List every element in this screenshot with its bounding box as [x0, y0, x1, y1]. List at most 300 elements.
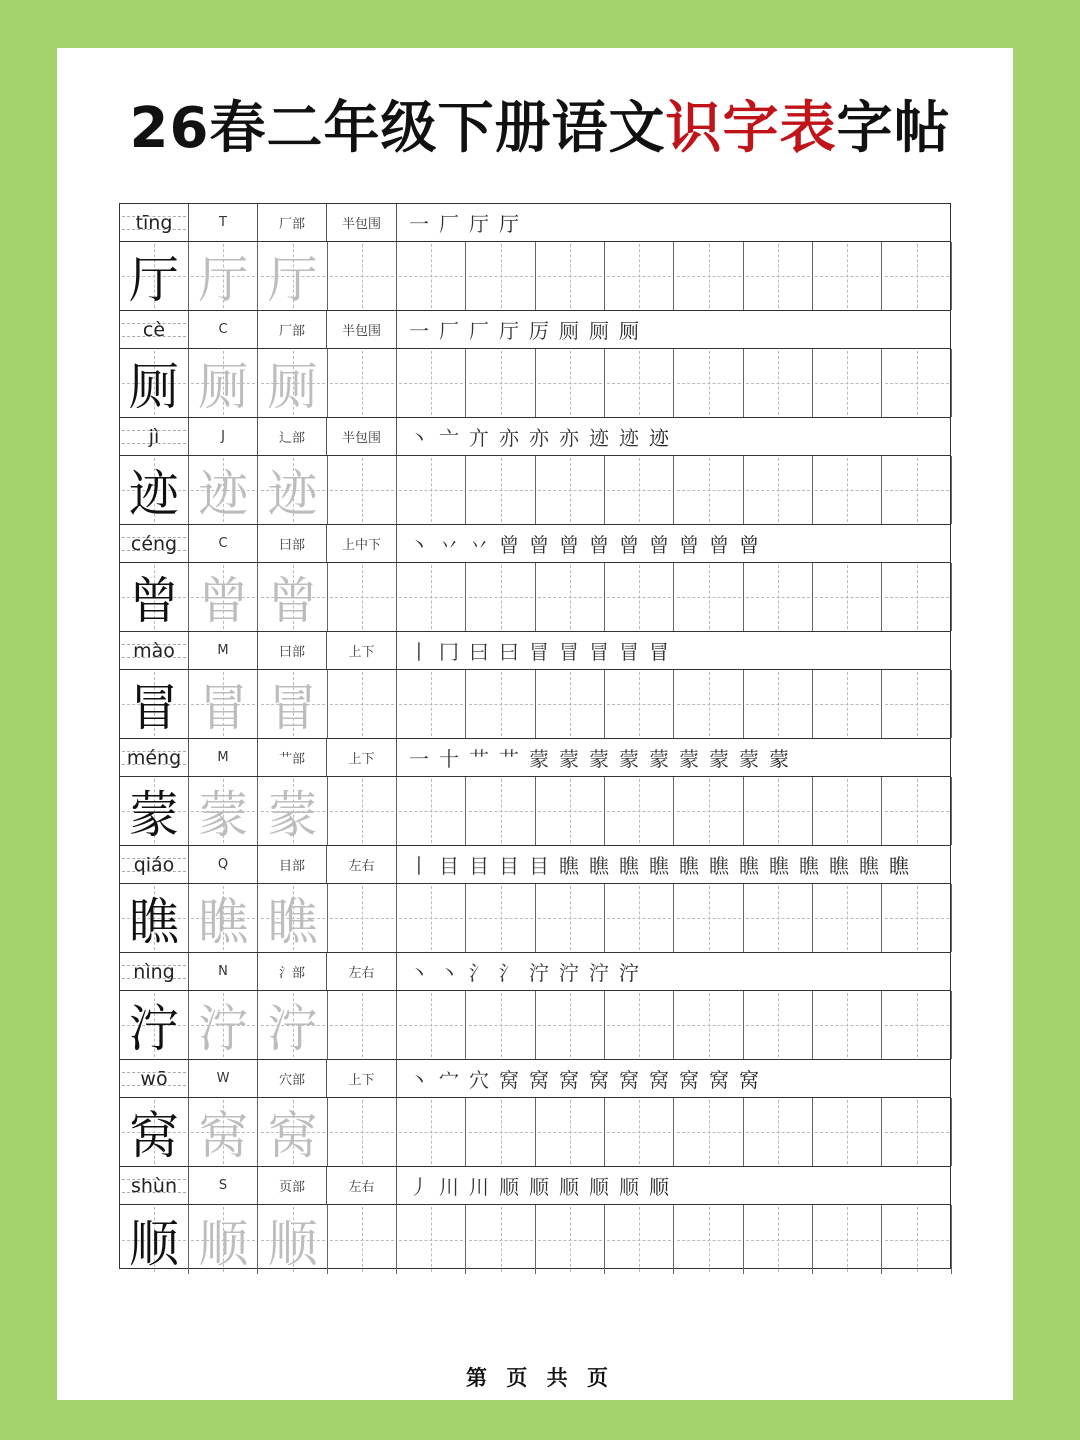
practice-box[interactable]: [189, 349, 258, 417]
stroke-step: 一: [409, 747, 429, 771]
stroke-step: 瞧: [829, 854, 849, 878]
pinyin-text: cè: [142, 318, 166, 341]
pinyin-text: nìng: [133, 960, 175, 983]
initial-letter: W: [189, 1060, 258, 1097]
stroke-order: [397, 953, 952, 990]
practice-box[interactable]: [675, 777, 744, 845]
practice-box[interactable]: [675, 991, 744, 1059]
info-row: [120, 204, 950, 242]
practice-box[interactable]: [605, 242, 674, 310]
initial-letter: T: [189, 204, 258, 241]
practice-box[interactable]: [605, 349, 674, 417]
radical: 艹部: [258, 739, 327, 776]
stroke-step: 顺: [589, 1175, 609, 1199]
practice-box[interactable]: [120, 563, 189, 631]
practice-box[interactable]: [120, 242, 189, 310]
stroke-step: 氵: [499, 961, 519, 985]
stroke-step: 亦: [559, 426, 579, 450]
structure: 左右: [327, 953, 397, 990]
practice-box[interactable]: [467, 991, 536, 1059]
stroke-step: 窝: [529, 1068, 549, 1092]
radical: 曰部: [258, 525, 327, 562]
practice-box[interactable]: [259, 991, 328, 1059]
stroke-step: 目: [469, 854, 489, 878]
practice-box[interactable]: [189, 1098, 258, 1166]
stroke-step: 丶: [409, 961, 429, 985]
practice-box[interactable]: [536, 1205, 605, 1274]
practice-box[interactable]: [259, 1205, 328, 1274]
practice-box[interactable]: [328, 563, 397, 631]
pinyin-cell: [120, 846, 189, 883]
practice-box[interactable]: [605, 777, 674, 845]
pinyin-cell: [120, 739, 189, 776]
stroke-order: [397, 525, 952, 562]
stroke-step: 目: [529, 854, 549, 878]
pinyin-cell: [120, 1167, 189, 1204]
practice-grid: [119, 203, 951, 1273]
writing-row: [120, 1098, 950, 1167]
practice-box[interactable]: [328, 242, 397, 310]
practice-box[interactable]: [813, 563, 882, 631]
stroke-step: 厅: [469, 212, 489, 236]
practice-box[interactable]: [813, 670, 882, 738]
page-footer: 第 页 共 页: [466, 1366, 614, 1390]
stroke-step: 宀: [439, 1068, 459, 1092]
pinyin-text: mào: [133, 639, 175, 662]
stroke-step: 蒙: [709, 747, 729, 771]
stroke-step: 顺: [529, 1175, 549, 1199]
stroke-step: 厂: [439, 319, 459, 343]
practice-box[interactable]: [675, 1205, 744, 1274]
practice-box[interactable]: [397, 884, 466, 952]
practice-box[interactable]: [189, 1205, 258, 1274]
practice-box[interactable]: [467, 563, 536, 631]
practice-box[interactable]: [605, 563, 674, 631]
stroke-step: 瞧: [889, 854, 909, 878]
stroke-step: 蒙: [559, 747, 579, 771]
stroke-step: 蒙: [679, 747, 699, 771]
trace-character: 泞: [267, 1000, 318, 1058]
practice-box[interactable]: [883, 456, 952, 524]
practice-box[interactable]: [883, 884, 952, 952]
stroke-step: 艹: [499, 747, 519, 771]
radical: 氵部: [258, 953, 327, 990]
practice-box[interactable]: [120, 670, 189, 738]
trace-character: 厅: [267, 251, 318, 309]
stroke-step: 亠: [439, 426, 459, 450]
stroke-step: 丶: [409, 533, 429, 557]
stroke-step: 一: [409, 212, 429, 236]
stroke-step: 丨: [409, 640, 429, 664]
stroke-step: 泞: [619, 961, 639, 985]
practice-box[interactable]: [744, 1205, 813, 1274]
stroke-step: 艹: [469, 747, 489, 771]
practice-box[interactable]: [744, 670, 813, 738]
practice-box[interactable]: [120, 456, 189, 524]
pinyin-text: wō: [140, 1067, 168, 1090]
trace-character: 厅: [198, 251, 249, 309]
stroke-step: 曾: [589, 533, 609, 557]
info-row: [120, 525, 950, 563]
stroke-step: 迹: [649, 426, 669, 450]
stroke-order: [397, 846, 952, 883]
stroke-step: 瞧: [859, 854, 879, 878]
trace-character: 泞: [198, 1000, 249, 1058]
stroke-step: 氵: [469, 961, 489, 985]
stroke-step: 泞: [589, 961, 609, 985]
practice-box[interactable]: [883, 777, 952, 845]
writing-row: [120, 777, 950, 846]
practice-box[interactable]: [259, 563, 328, 631]
structure: 上下: [327, 739, 397, 776]
pinyin-text: jì: [148, 425, 160, 448]
practice-box[interactable]: [328, 1098, 397, 1166]
initial-letter: C: [189, 311, 258, 348]
practice-box[interactable]: [883, 563, 952, 631]
stroke-step: 曾: [499, 533, 519, 557]
stroke-step: 厕: [589, 319, 609, 343]
stroke-step: 窝: [589, 1068, 609, 1092]
stroke-order: [397, 1167, 952, 1204]
stroke-step: 瞧: [739, 854, 759, 878]
stroke-step: 目: [499, 854, 519, 878]
practice-box[interactable]: [744, 1098, 813, 1166]
practice-box[interactable]: [813, 777, 882, 845]
page-title: [0, 84, 1080, 164]
practice-box[interactable]: [536, 884, 605, 952]
stroke-step: 曾: [679, 533, 699, 557]
title-prefix: 26春二年级下册语文: [129, 96, 666, 161]
trace-character: 厕: [198, 358, 249, 416]
structure: 左右: [327, 846, 397, 883]
practice-box[interactable]: [675, 349, 744, 417]
info-row: [120, 953, 950, 991]
model-character: 蒙: [129, 786, 179, 844]
practice-box[interactable]: [120, 349, 189, 417]
writing-row: [120, 991, 950, 1060]
stroke-step: 窝: [559, 1068, 579, 1092]
stroke-step: 穴: [469, 1068, 489, 1092]
stroke-step: 丿: [409, 1175, 429, 1199]
stroke-step: 目: [439, 854, 459, 878]
practice-box[interactable]: [467, 456, 536, 524]
writing-row: [120, 242, 950, 311]
practice-box[interactable]: [397, 456, 466, 524]
trace-character: 冒: [267, 679, 318, 737]
practice-box[interactable]: [189, 563, 258, 631]
practice-box[interactable]: [605, 670, 674, 738]
practice-box[interactable]: [120, 1098, 189, 1166]
stroke-step: 瞧: [559, 854, 579, 878]
stroke-step: 曾: [649, 533, 669, 557]
practice-box[interactable]: [259, 670, 328, 738]
practice-box[interactable]: [467, 349, 536, 417]
model-character: 厕: [129, 358, 179, 416]
practice-box[interactable]: [397, 777, 466, 845]
stroke-step: 泞: [559, 961, 579, 985]
initial-letter: C: [189, 525, 258, 562]
initial-letter: Q: [189, 846, 258, 883]
practice-box[interactable]: [536, 242, 605, 310]
practice-box[interactable]: [675, 456, 744, 524]
stroke-step: 丶: [409, 426, 429, 450]
practice-box[interactable]: [397, 1205, 466, 1274]
pinyin-cell: [120, 525, 189, 562]
stroke-step: 蒙: [529, 747, 549, 771]
practice-box[interactable]: [467, 670, 536, 738]
model-character: 顺: [129, 1214, 179, 1273]
radical: 厂部: [258, 204, 327, 241]
info-row: [120, 1060, 950, 1098]
stroke-step: 亣: [469, 426, 489, 450]
structure: 上下: [327, 1060, 397, 1097]
practice-box[interactable]: [328, 456, 397, 524]
practice-box[interactable]: [120, 884, 189, 952]
trace-character: 顺: [198, 1214, 249, 1273]
trace-character: 蒙: [267, 786, 318, 844]
model-character: 泞: [129, 1000, 179, 1058]
practice-box[interactable]: [189, 456, 258, 524]
practice-box[interactable]: [328, 349, 397, 417]
stroke-step: 丶: [439, 961, 459, 985]
initial-letter: J: [189, 418, 258, 455]
stroke-step: 冒: [529, 640, 549, 664]
stroke-step: 亦: [499, 426, 519, 450]
pinyin-cell: [120, 311, 189, 348]
practice-box[interactable]: [883, 991, 952, 1059]
stroke-order: [397, 204, 952, 241]
practice-box[interactable]: [259, 456, 328, 524]
model-character: 迹: [129, 465, 179, 523]
stroke-step: 曰: [469, 640, 489, 664]
stroke-step: 顺: [649, 1175, 669, 1199]
radical: 辶部: [258, 418, 327, 455]
practice-box[interactable]: [744, 456, 813, 524]
practice-box[interactable]: [675, 1098, 744, 1166]
structure: 半包围: [327, 311, 397, 348]
stroke-order: [397, 632, 952, 669]
pinyin-text: céng: [130, 532, 178, 555]
practice-box[interactable]: [189, 777, 258, 845]
stroke-step: 曾: [619, 533, 639, 557]
model-character: 瞧: [129, 893, 179, 951]
practice-box[interactable]: [189, 242, 258, 310]
stroke-step: 瞧: [619, 854, 639, 878]
stroke-step: 瞧: [679, 854, 699, 878]
practice-box[interactable]: [120, 1205, 189, 1274]
stroke-step: 丷: [469, 533, 489, 557]
practice-box[interactable]: [744, 242, 813, 310]
practice-box[interactable]: [397, 1098, 466, 1166]
practice-box[interactable]: [744, 777, 813, 845]
pinyin-cell: [120, 204, 189, 241]
initial-letter: M: [189, 739, 258, 776]
stroke-step: 曰: [499, 640, 519, 664]
practice-box[interactable]: [536, 563, 605, 631]
stroke-step: 厅: [499, 212, 519, 236]
practice-box[interactable]: [675, 884, 744, 952]
practice-box[interactable]: [397, 670, 466, 738]
practice-box[interactable]: [744, 349, 813, 417]
stroke-step: 曾: [709, 533, 729, 557]
practice-box[interactable]: [675, 670, 744, 738]
structure: 上中下: [327, 525, 397, 562]
practice-box[interactable]: [328, 991, 397, 1059]
title-highlight: 识字表: [665, 96, 837, 161]
trace-character: 迹: [267, 465, 318, 523]
stroke-step: 蒙: [769, 747, 789, 771]
stroke-step: 蒙: [739, 747, 759, 771]
writing-row: [120, 563, 950, 632]
structure: 半包围: [327, 204, 397, 241]
writing-row: [120, 670, 950, 739]
stroke-step: 瞧: [799, 854, 819, 878]
trace-character: 瞧: [198, 893, 249, 951]
practice-box[interactable]: [605, 1098, 674, 1166]
practice-box[interactable]: [259, 1098, 328, 1166]
practice-box[interactable]: [189, 670, 258, 738]
stroke-step: 蒙: [649, 747, 669, 771]
practice-box[interactable]: [397, 991, 466, 1059]
practice-box[interactable]: [397, 563, 466, 631]
practice-box[interactable]: [675, 242, 744, 310]
stroke-step: 迹: [619, 426, 639, 450]
stroke-step: 冒: [589, 640, 609, 664]
practice-box[interactable]: [605, 884, 674, 952]
practice-box[interactable]: [467, 1098, 536, 1166]
practice-box[interactable]: [883, 670, 952, 738]
pinyin-cell: [120, 1060, 189, 1097]
practice-box[interactable]: [397, 349, 466, 417]
practice-box[interactable]: [328, 1205, 397, 1274]
stroke-step: 厅: [499, 319, 519, 343]
practice-box[interactable]: [536, 991, 605, 1059]
practice-box[interactable]: [883, 1205, 952, 1274]
trace-character: 瞧: [267, 893, 318, 951]
practice-box[interactable]: [259, 777, 328, 845]
stroke-step: 窝: [709, 1068, 729, 1092]
practice-box[interactable]: [189, 884, 258, 952]
practice-box[interactable]: [883, 1098, 952, 1166]
practice-box[interactable]: [813, 242, 882, 310]
info-row: [120, 739, 950, 777]
practice-box[interactable]: [259, 349, 328, 417]
practice-box[interactable]: [467, 884, 536, 952]
info-row: [120, 1167, 950, 1205]
stroke-step: 厂: [439, 212, 459, 236]
practice-box[interactable]: [328, 670, 397, 738]
stroke-step: 丶: [409, 1068, 429, 1092]
practice-box[interactable]: [120, 777, 189, 845]
writing-row: [120, 884, 950, 953]
stroke-step: 泞: [529, 961, 549, 985]
trace-character: 窝: [267, 1107, 318, 1165]
trace-character: 窝: [198, 1107, 249, 1165]
stroke-step: 一: [409, 319, 429, 343]
practice-box[interactable]: [397, 242, 466, 310]
practice-box[interactable]: [883, 349, 952, 417]
practice-box[interactable]: [744, 563, 813, 631]
practice-box[interactable]: [328, 884, 397, 952]
trace-character: 厕: [267, 358, 318, 416]
info-row: [120, 632, 950, 670]
writing-row: [120, 1205, 950, 1274]
stroke-step: 冒: [559, 640, 579, 664]
stroke-step: 厂: [469, 319, 489, 343]
structure: 左右: [327, 1167, 397, 1204]
practice-box[interactable]: [883, 242, 952, 310]
stroke-step: 川: [469, 1175, 489, 1199]
practice-box[interactable]: [675, 563, 744, 631]
stroke-step: 曾: [559, 533, 579, 557]
practice-box[interactable]: [328, 777, 397, 845]
stroke-step: 蒙: [589, 747, 609, 771]
practice-box[interactable]: [744, 991, 813, 1059]
trace-character: 顺: [267, 1214, 318, 1273]
stroke-step: 厕: [559, 319, 579, 343]
initial-letter: S: [189, 1167, 258, 1204]
practice-box[interactable]: [813, 456, 882, 524]
radical: 页部: [258, 1167, 327, 1204]
practice-box[interactable]: [813, 991, 882, 1059]
structure: 半包围: [327, 418, 397, 455]
radical: 曰部: [258, 632, 327, 669]
stroke-step: 窝: [679, 1068, 699, 1092]
practice-box[interactable]: [536, 670, 605, 738]
radical: 穴部: [258, 1060, 327, 1097]
trace-character: 曾: [267, 572, 318, 630]
trace-character: 迹: [198, 465, 249, 523]
practice-box[interactable]: [467, 242, 536, 310]
practice-box[interactable]: [120, 991, 189, 1059]
stroke-step: 十: [439, 747, 459, 771]
stroke-order: [397, 311, 952, 348]
practice-box[interactable]: [189, 991, 258, 1059]
info-row: [120, 418, 950, 456]
practice-box[interactable]: [259, 242, 328, 310]
pinyin-cell: [120, 418, 189, 455]
practice-box[interactable]: [536, 777, 605, 845]
writing-row: [120, 456, 950, 525]
practice-box[interactable]: [605, 1205, 674, 1274]
stroke-step: 窝: [649, 1068, 669, 1092]
practice-box[interactable]: [813, 884, 882, 952]
practice-box[interactable]: [536, 456, 605, 524]
practice-box[interactable]: [467, 777, 536, 845]
practice-box[interactable]: [467, 1205, 536, 1274]
stroke-step: 亦: [529, 426, 549, 450]
stroke-step: 冂: [439, 640, 459, 664]
title-suffix: 字帖: [836, 96, 951, 161]
model-character: 窝: [129, 1107, 179, 1165]
practice-box[interactable]: [605, 991, 674, 1059]
practice-box[interactable]: [605, 456, 674, 524]
practice-box[interactable]: [744, 884, 813, 952]
practice-box[interactable]: [536, 1098, 605, 1166]
practice-box[interactable]: [259, 884, 328, 952]
pinyin-text: méng: [126, 746, 182, 769]
stroke-step: 顺: [559, 1175, 579, 1199]
practice-box[interactable]: [813, 349, 882, 417]
stroke-order: [397, 739, 952, 776]
stroke-step: 窝: [499, 1068, 519, 1092]
practice-box[interactable]: [813, 1205, 882, 1274]
radical: 目部: [258, 846, 327, 883]
trace-character: 冒: [198, 679, 249, 737]
practice-box[interactable]: [536, 349, 605, 417]
practice-box[interactable]: [813, 1098, 882, 1166]
stroke-step: 顺: [499, 1175, 519, 1199]
